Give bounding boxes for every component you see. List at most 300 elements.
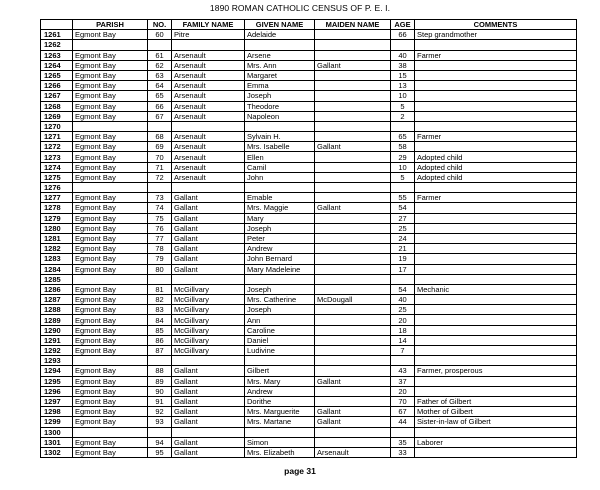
given-name-cell: Theodore	[245, 101, 315, 111]
given-name-cell: Napoleon	[245, 111, 315, 121]
no-cell: 76	[148, 223, 172, 233]
no-cell: 65	[148, 91, 172, 101]
table-row	[41, 325, 577, 335]
given-name-cell: Joseph	[245, 223, 315, 233]
table-row	[41, 142, 577, 152]
parish-cell: Egmont Bay	[73, 70, 148, 80]
family-name-cell: Arsenault	[172, 152, 245, 162]
row-number: 1281	[41, 233, 73, 243]
row-number: 1280	[41, 223, 73, 233]
given-name-cell: Gilbert	[245, 366, 315, 376]
maiden-name-cell	[315, 427, 391, 437]
family-name-cell: Gallant	[172, 407, 245, 417]
table-row	[41, 233, 577, 243]
header-rownum	[41, 20, 73, 30]
age-cell: 19	[391, 254, 415, 264]
comments-cell	[415, 427, 577, 437]
maiden-name-cell	[315, 264, 391, 274]
age-cell: 58	[391, 142, 415, 152]
given-name-cell: Mrs. Mary	[245, 376, 315, 386]
page-title: 1890 ROMAN CATHOLIC CENSUS OF P. E. I.	[209, 3, 391, 13]
row-number: 1277	[41, 193, 73, 203]
parish-cell: Egmont Bay	[73, 437, 148, 447]
parish-cell	[73, 121, 148, 131]
row-number: 1267	[41, 91, 73, 101]
maiden-name-cell	[315, 254, 391, 264]
given-name-cell: Mrs. Martane	[245, 417, 315, 427]
maiden-name-cell	[315, 132, 391, 142]
family-name-cell	[172, 427, 245, 437]
table-row	[41, 193, 577, 203]
no-cell: 72	[148, 172, 172, 182]
maiden-name-cell: Gallant	[315, 142, 391, 152]
given-name-cell	[245, 40, 315, 50]
family-name-cell: McGillvary	[172, 305, 245, 315]
comments-cell: Father of Gilbert	[415, 396, 577, 406]
no-cell	[148, 274, 172, 284]
given-name-cell: Ludivine	[245, 346, 315, 356]
parish-cell	[73, 274, 148, 284]
age-cell: 37	[391, 376, 415, 386]
no-cell	[148, 427, 172, 437]
maiden-name-cell: Arsenault	[315, 447, 391, 457]
parish-cell: Egmont Bay	[73, 233, 148, 243]
family-name-cell: Gallant	[172, 203, 245, 213]
family-name-cell: Gallant	[172, 254, 245, 264]
maiden-name-cell	[315, 386, 391, 396]
parish-cell: Egmont Bay	[73, 50, 148, 60]
no-cell: 89	[148, 376, 172, 386]
given-name-cell: Emma	[245, 81, 315, 91]
age-cell: 33	[391, 447, 415, 457]
family-name-cell: Gallant	[172, 233, 245, 243]
row-number: 1276	[41, 183, 73, 193]
no-cell: 73	[148, 193, 172, 203]
parish-cell: Egmont Bay	[73, 284, 148, 294]
row-number: 1289	[41, 315, 73, 325]
header-row	[41, 20, 577, 30]
parish-cell	[73, 427, 148, 437]
age-cell: 2	[391, 111, 415, 121]
age-cell: 43	[391, 366, 415, 376]
age-cell	[391, 183, 415, 193]
table-row	[41, 447, 577, 457]
no-cell: 93	[148, 417, 172, 427]
parish-cell: Egmont Bay	[73, 335, 148, 345]
comments-cell	[415, 121, 577, 131]
parish-cell	[73, 40, 148, 50]
family-name-cell: Gallant	[172, 223, 245, 233]
table-row	[41, 172, 577, 182]
given-name-cell	[245, 121, 315, 131]
comments-cell	[415, 335, 577, 345]
no-cell: 80	[148, 264, 172, 274]
comments-cell	[415, 325, 577, 335]
row-number: 1302	[41, 447, 73, 457]
maiden-name-cell	[315, 213, 391, 223]
comments-cell	[415, 244, 577, 254]
row-number: 1291	[41, 335, 73, 345]
given-name-cell: Arsene	[245, 50, 315, 60]
comments-cell	[415, 305, 577, 315]
given-name-cell: Mrs. Marguerite	[245, 407, 315, 417]
family-name-cell: Arsenault	[172, 142, 245, 152]
age-cell: 27	[391, 213, 415, 223]
no-cell: 91	[148, 396, 172, 406]
comments-cell: Farmer	[415, 50, 577, 60]
no-cell: 61	[148, 50, 172, 60]
row-number: 1275	[41, 172, 73, 182]
no-cell	[148, 121, 172, 131]
table-row	[41, 366, 577, 376]
family-name-cell: Gallant	[172, 213, 245, 223]
comments-cell	[415, 142, 577, 152]
census-body	[41, 30, 577, 458]
family-name-cell: McGillvary	[172, 335, 245, 345]
no-cell: 81	[148, 284, 172, 294]
comments-cell: Laborer	[415, 437, 577, 447]
given-name-cell: Andrew	[245, 386, 315, 396]
no-cell: 63	[148, 70, 172, 80]
family-name-cell: Arsenault	[172, 101, 245, 111]
age-cell: 54	[391, 284, 415, 294]
given-name-cell: Mrs. Elizabeth	[245, 447, 315, 457]
age-cell: 7	[391, 346, 415, 356]
no-cell: 67	[148, 111, 172, 121]
given-name-cell: Andrew	[245, 244, 315, 254]
comments-cell	[415, 101, 577, 111]
parish-cell: Egmont Bay	[73, 162, 148, 172]
no-cell: 79	[148, 254, 172, 264]
header-comments: COMMENTS	[415, 20, 577, 30]
age-cell: 54	[391, 203, 415, 213]
no-cell: 75	[148, 213, 172, 223]
table-row	[41, 162, 577, 172]
parish-cell: Egmont Bay	[73, 295, 148, 305]
parish-cell: Egmont Bay	[73, 264, 148, 274]
row-number: 1294	[41, 366, 73, 376]
family-name-cell: Gallant	[172, 386, 245, 396]
age-cell	[391, 274, 415, 284]
table-row	[41, 132, 577, 142]
age-cell	[391, 356, 415, 366]
table-row	[41, 223, 577, 233]
no-cell: 69	[148, 142, 172, 152]
no-cell	[148, 40, 172, 50]
row-number: 1282	[41, 244, 73, 254]
given-name-cell: Daniel	[245, 335, 315, 345]
no-cell: 90	[148, 386, 172, 396]
maiden-name-cell: Gallant	[315, 203, 391, 213]
no-cell: 86	[148, 335, 172, 345]
header-parish: PARISH	[73, 20, 148, 30]
table-row	[41, 417, 577, 427]
given-name-cell: Joseph	[245, 284, 315, 294]
comments-cell	[415, 223, 577, 233]
table-row	[41, 346, 577, 356]
parish-cell: Egmont Bay	[73, 325, 148, 335]
table-row	[41, 111, 577, 121]
family-name-cell	[172, 274, 245, 284]
maiden-name-cell	[315, 233, 391, 243]
maiden-name-cell	[315, 356, 391, 366]
no-cell	[148, 356, 172, 366]
row-number: 1265	[41, 70, 73, 80]
age-cell: 5	[391, 172, 415, 182]
maiden-name-cell	[315, 111, 391, 121]
given-name-cell: Peter	[245, 233, 315, 243]
row-number: 1278	[41, 203, 73, 213]
maiden-name-cell	[315, 325, 391, 335]
maiden-name-cell: McDougall	[315, 295, 391, 305]
comments-cell	[415, 203, 577, 213]
row-number: 1266	[41, 81, 73, 91]
comments-cell	[415, 81, 577, 91]
table-row	[41, 315, 577, 325]
family-name-cell: Arsenault	[172, 70, 245, 80]
family-name-cell: Arsenault	[172, 60, 245, 70]
family-name-cell	[172, 40, 245, 50]
table-row	[41, 335, 577, 345]
family-name-cell: McGillvary	[172, 295, 245, 305]
maiden-name-cell	[315, 101, 391, 111]
family-name-cell: Arsenault	[172, 81, 245, 91]
age-cell: 17	[391, 264, 415, 274]
parish-cell: Egmont Bay	[73, 101, 148, 111]
age-cell: 20	[391, 386, 415, 396]
age-cell: 40	[391, 50, 415, 60]
row-number: 1261	[41, 30, 73, 40]
age-cell: 20	[391, 315, 415, 325]
given-name-cell: Mrs. Maggie	[245, 203, 315, 213]
maiden-name-cell	[315, 162, 391, 172]
family-name-cell: Arsenault	[172, 50, 245, 60]
family-name-cell: Pitre	[172, 30, 245, 40]
table-row	[41, 254, 577, 264]
table-row	[41, 70, 577, 80]
maiden-name-cell: Gallant	[315, 407, 391, 417]
header-maiden-name: MAIDEN NAME	[315, 20, 391, 30]
row-number: 1290	[41, 325, 73, 335]
table-row	[41, 81, 577, 91]
given-name-cell: Margaret	[245, 70, 315, 80]
given-name-cell: Mary	[245, 213, 315, 223]
no-cell: 85	[148, 325, 172, 335]
table-row	[41, 183, 577, 193]
table-row	[41, 274, 577, 284]
row-number: 1299	[41, 417, 73, 427]
given-name-cell	[245, 356, 315, 366]
given-name-cell: Mrs. Ann	[245, 60, 315, 70]
given-name-cell: Camil	[245, 162, 315, 172]
parish-cell: Egmont Bay	[73, 346, 148, 356]
parish-cell: Egmont Bay	[73, 60, 148, 70]
age-cell: 21	[391, 244, 415, 254]
row-number: 1273	[41, 152, 73, 162]
age-cell: 18	[391, 325, 415, 335]
table-row	[41, 101, 577, 111]
maiden-name-cell	[315, 366, 391, 376]
row-number: 1286	[41, 284, 73, 294]
table-row	[41, 203, 577, 213]
age-cell: 65	[391, 132, 415, 142]
given-name-cell: Mrs. Isabelle	[245, 142, 315, 152]
parish-cell: Egmont Bay	[73, 447, 148, 457]
comments-cell: Adopted child	[415, 172, 577, 182]
row-number: 1296	[41, 386, 73, 396]
table-row	[41, 427, 577, 437]
row-number: 1268	[41, 101, 73, 111]
row-number: 1300	[41, 427, 73, 437]
family-name-cell: McGillvary	[172, 325, 245, 335]
no-cell: 88	[148, 366, 172, 376]
table-row	[41, 376, 577, 386]
row-number: 1293	[41, 356, 73, 366]
age-cell: 25	[391, 305, 415, 315]
row-number: 1283	[41, 254, 73, 264]
comments-cell	[415, 346, 577, 356]
family-name-cell: Gallant	[172, 417, 245, 427]
comments-cell	[415, 254, 577, 264]
table-row	[41, 264, 577, 274]
maiden-name-cell	[315, 193, 391, 203]
family-name-cell: Arsenault	[172, 132, 245, 142]
given-name-cell: Emable	[245, 193, 315, 203]
age-cell: 55	[391, 193, 415, 203]
comments-cell	[415, 213, 577, 223]
comments-cell: Farmer	[415, 193, 577, 203]
maiden-name-cell	[315, 70, 391, 80]
header-family-name: FAMILY NAME	[172, 20, 245, 30]
age-cell	[391, 40, 415, 50]
age-cell: 44	[391, 417, 415, 427]
age-cell: 14	[391, 335, 415, 345]
age-cell: 13	[391, 81, 415, 91]
comments-cell	[415, 376, 577, 386]
maiden-name-cell	[315, 223, 391, 233]
family-name-cell: Gallant	[172, 264, 245, 274]
maiden-name-cell	[315, 91, 391, 101]
family-name-cell	[172, 121, 245, 131]
family-name-cell: Arsenault	[172, 91, 245, 101]
no-cell: 78	[148, 244, 172, 254]
parish-cell	[73, 183, 148, 193]
maiden-name-cell	[315, 172, 391, 182]
comments-cell: Farmer	[415, 132, 577, 142]
given-name-cell: Adelaide	[245, 30, 315, 40]
parish-cell: Egmont Bay	[73, 244, 148, 254]
no-cell: 94	[148, 437, 172, 447]
parish-cell: Egmont Bay	[73, 91, 148, 101]
no-cell: 87	[148, 346, 172, 356]
age-cell	[391, 427, 415, 437]
given-name-cell: Joseph	[245, 91, 315, 101]
family-name-cell	[172, 356, 245, 366]
age-cell: 70	[391, 396, 415, 406]
given-name-cell: Mrs. Catherine	[245, 295, 315, 305]
maiden-name-cell	[315, 152, 391, 162]
parish-cell: Egmont Bay	[73, 172, 148, 182]
family-name-cell: Gallant	[172, 396, 245, 406]
parish-cell: Egmont Bay	[73, 132, 148, 142]
parish-cell	[73, 356, 148, 366]
maiden-name-cell	[315, 396, 391, 406]
maiden-name-cell: Gallant	[315, 417, 391, 427]
comments-cell	[415, 40, 577, 50]
given-name-cell: Simon	[245, 437, 315, 447]
no-cell: 82	[148, 295, 172, 305]
table-row	[41, 295, 577, 305]
parish-cell: Egmont Bay	[73, 366, 148, 376]
maiden-name-cell: Gallant	[315, 60, 391, 70]
age-cell: 10	[391, 162, 415, 172]
parish-cell: Egmont Bay	[73, 305, 148, 315]
comments-cell	[415, 233, 577, 243]
maiden-name-cell	[315, 183, 391, 193]
table-row	[41, 284, 577, 294]
parish-cell: Egmont Bay	[73, 203, 148, 213]
no-cell: 60	[148, 30, 172, 40]
comments-cell: Mechanic	[415, 284, 577, 294]
row-number: 1295	[41, 376, 73, 386]
given-name-cell: John Bernard	[245, 254, 315, 264]
row-number: 1264	[41, 60, 73, 70]
comments-cell: Adopted child	[415, 152, 577, 162]
comments-cell: Mother of Gilbert	[415, 407, 577, 417]
age-cell: 40	[391, 295, 415, 305]
family-name-cell	[172, 183, 245, 193]
age-cell: 66	[391, 30, 415, 40]
row-number: 1285	[41, 274, 73, 284]
age-cell: 67	[391, 407, 415, 417]
given-name-cell	[245, 427, 315, 437]
given-name-cell: Mary Madeleine	[245, 264, 315, 274]
table-row	[41, 437, 577, 447]
maiden-name-cell	[315, 346, 391, 356]
no-cell	[148, 183, 172, 193]
maiden-name-cell	[315, 81, 391, 91]
row-number: 1288	[41, 305, 73, 315]
maiden-name-cell	[315, 274, 391, 284]
table-row	[41, 407, 577, 417]
parish-cell: Egmont Bay	[73, 315, 148, 325]
comments-cell	[415, 264, 577, 274]
table-row	[41, 50, 577, 60]
parish-cell: Egmont Bay	[73, 81, 148, 91]
parish-cell: Egmont Bay	[73, 152, 148, 162]
comments-cell	[415, 274, 577, 284]
table-row	[41, 396, 577, 406]
family-name-cell: Arsenault	[172, 162, 245, 172]
given-name-cell: Ellen	[245, 152, 315, 162]
family-name-cell: Gallant	[172, 366, 245, 376]
no-cell: 74	[148, 203, 172, 213]
parish-cell: Egmont Bay	[73, 376, 148, 386]
comments-cell	[415, 315, 577, 325]
given-name-cell: Joseph	[245, 305, 315, 315]
no-cell: 68	[148, 132, 172, 142]
parish-cell: Egmont Bay	[73, 396, 148, 406]
table-row	[41, 121, 577, 131]
table-row	[41, 213, 577, 223]
comments-cell	[415, 447, 577, 457]
maiden-name-cell	[315, 335, 391, 345]
comments-cell	[415, 60, 577, 70]
family-name-cell: McGillvary	[172, 315, 245, 325]
given-name-cell: Dorithe	[245, 396, 315, 406]
family-name-cell: McGillvary	[172, 346, 245, 356]
given-name-cell: John	[245, 172, 315, 182]
